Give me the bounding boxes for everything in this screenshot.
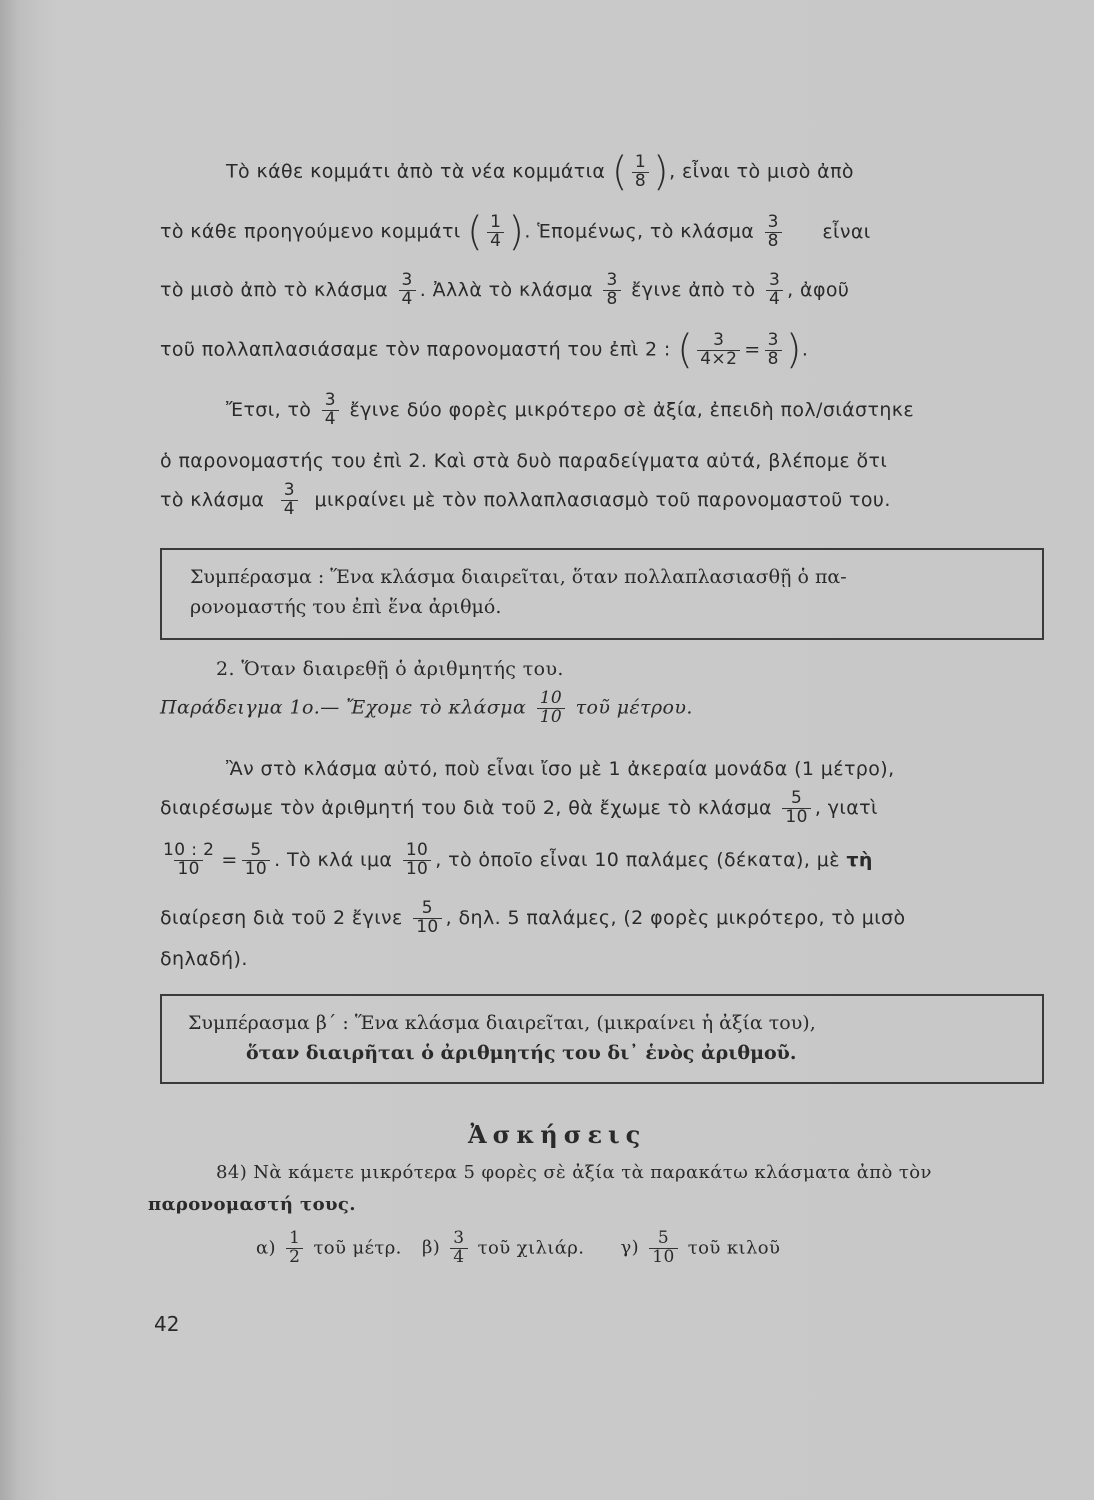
numerator: 3 xyxy=(453,1228,465,1248)
conclusion-box xyxy=(160,548,1044,640)
numerator: 3 xyxy=(767,211,779,232)
conclusion-line: ρονομαστής του ἐπὶ ἕνα ἀριθμό. xyxy=(190,596,502,618)
conclusion-line: ὅταν διαιρῆται ὁ ἀριθμητής του δι᾽ ἑνὸς ἀριθμοῦ. xyxy=(246,1042,797,1064)
denominator: 4 xyxy=(766,290,783,309)
text: , δηλ. 5 παλάμες, (2 φορὲς μικρότερο, τὸ μισὸ xyxy=(445,906,906,929)
text-line xyxy=(160,842,873,879)
numerator: 3 xyxy=(606,270,618,290)
text: = xyxy=(744,338,761,361)
fraction xyxy=(450,1230,467,1267)
text: ἔγινε ἀπὸ τὸ xyxy=(631,278,756,301)
text: εἶναι xyxy=(822,220,871,243)
paren: ) xyxy=(653,149,670,195)
numerator: 1 xyxy=(634,151,647,172)
fraction xyxy=(632,151,649,191)
denominator: 4×2 xyxy=(697,350,740,369)
section-title: 2. Ὅταν διαιρεθῇ ὁ ἀριθμητής του. xyxy=(216,658,564,680)
exercise-line: 84) Νὰ κάμετε μικρότερα 5 φορὲς σὲ ἀξία τὰ παρακάτω κλάσματα ἀπὸ τὸν xyxy=(216,1162,932,1183)
denominator: 8 xyxy=(765,232,782,251)
denominator: 10 xyxy=(649,1248,677,1267)
text: Ἔτσι, τὸ xyxy=(226,398,312,421)
text-line xyxy=(226,149,854,195)
denominator: 4 xyxy=(281,500,298,519)
denominator: 4 xyxy=(322,410,339,429)
exercise-items xyxy=(256,1230,780,1267)
fraction xyxy=(399,272,416,309)
denominator: 10 xyxy=(782,808,810,827)
item-label: β) xyxy=(421,1237,441,1259)
denominator: 10 xyxy=(413,918,441,937)
conclusion-line: Συμπέρασμα β΄ : Ἕνα κλάσμα διαιρεῖται, (μικραίνει ἡ ἀξία του), xyxy=(188,1012,816,1034)
numerator: 5 xyxy=(421,898,434,918)
text: τὸ κλάσμα xyxy=(160,488,265,511)
text: , ἀφοῦ xyxy=(787,278,850,301)
numerator: 10 : 2 xyxy=(163,840,215,860)
fraction xyxy=(403,842,431,879)
denominator: 10 xyxy=(537,708,565,727)
text: τὸ κάθε προηγούμενο κομμάτι xyxy=(160,220,461,243)
fraction xyxy=(242,842,270,879)
fraction xyxy=(281,482,298,519)
text: τὴ xyxy=(846,848,873,871)
paren: ( xyxy=(677,327,694,373)
denominator: 2 xyxy=(286,1248,303,1267)
page-number: 42 xyxy=(154,1312,180,1336)
fraction xyxy=(765,329,782,369)
numerator: 3 xyxy=(768,270,781,290)
text-line xyxy=(160,272,849,309)
numerator: 3 xyxy=(283,480,295,500)
fraction xyxy=(160,842,217,879)
text-line xyxy=(226,392,914,429)
fraction xyxy=(487,211,504,251)
paren: ) xyxy=(785,327,802,373)
text-line xyxy=(160,900,906,937)
text: τοῦ μέτρου. xyxy=(575,696,693,719)
text: . Ἑπομένως, τὸ κλάσμα xyxy=(524,220,755,243)
conclusion-box xyxy=(160,994,1044,1084)
example-line xyxy=(160,690,693,727)
text: Τὸ κάθε κομμάτι ἀπὸ τὰ νέα κομμάτια xyxy=(226,160,606,183)
numerator: 1 xyxy=(490,211,502,232)
text: = xyxy=(221,848,238,871)
denominator: 4 xyxy=(450,1248,467,1267)
denominator: 4 xyxy=(399,290,416,309)
numerator: 1 xyxy=(289,1228,301,1248)
text-line xyxy=(160,209,871,255)
text: διαιρέσωμε τὸν ἀριθμητή του διὰ τοῦ 2, θὰ ἔχωμε τὸ κλάσμα xyxy=(160,796,772,819)
text: . xyxy=(801,338,809,361)
denominator: 10 xyxy=(242,860,270,879)
text: τοῦ κιλοῦ xyxy=(687,1237,781,1259)
numerator: 3 xyxy=(401,270,413,290)
item-label: α) xyxy=(256,1237,276,1259)
denominator: 8 xyxy=(603,290,620,309)
exercise-line: παρονομαστή τους. xyxy=(148,1194,356,1215)
fraction xyxy=(765,211,782,251)
fraction xyxy=(286,1230,303,1267)
text: . Ἀλλὰ τὸ κλάσμα xyxy=(419,278,594,301)
numerator: 3 xyxy=(324,390,336,410)
fraction xyxy=(322,392,339,429)
numerator: 10 xyxy=(539,688,563,708)
numerator: 5 xyxy=(657,1228,670,1248)
text: τοῦ πολλαπλασιάσαμε τὸν παρονομαστή του ἐπὶ 2 : xyxy=(160,338,671,361)
paren: ( xyxy=(611,149,628,195)
text: τοῦ μέτρ. xyxy=(313,1237,402,1259)
numerator: 3 xyxy=(713,329,725,350)
denominator: 4 xyxy=(487,232,504,251)
fraction xyxy=(603,272,620,309)
denominator: 10 xyxy=(403,860,431,879)
paren: ) xyxy=(508,209,525,255)
text: τὸ μισὸ ἀπὸ τὸ κλάσμα xyxy=(160,278,389,301)
denominator: 8 xyxy=(632,172,649,191)
conclusion-line: Συμπέρασμα : Ἕνα κλάσμα διαιρεῖται, ὅταν πολλαπλασιασθῇ ὁ πα- xyxy=(190,566,847,588)
fraction xyxy=(413,900,441,937)
fraction xyxy=(782,790,810,827)
numerator: 3 xyxy=(767,329,779,350)
fraction xyxy=(537,690,565,727)
numerator: 5 xyxy=(250,840,262,860)
text-line xyxy=(160,790,878,827)
paren: ( xyxy=(467,209,484,255)
denominator: 10 xyxy=(174,860,202,879)
text: , εἶναι τὸ μισὸ ἀπὸ xyxy=(669,160,854,183)
fraction xyxy=(697,329,740,369)
fraction xyxy=(649,1230,677,1267)
exercises-heading: Ἀσκήσεις xyxy=(468,1120,647,1149)
text: , γιατὶ xyxy=(814,796,878,819)
text-line xyxy=(160,482,891,519)
numerator: 10 xyxy=(405,840,429,860)
text-line: ὁ παρονομαστής του ἐπὶ 2. Καὶ στὰ δυὸ παραδείγματα αὐτά, βλέπομε ὅτι xyxy=(160,450,888,472)
text-line xyxy=(160,327,809,373)
text: ἔγινε δύο φορὲς μικρότερο σὲ ἀξία, ἐπειδὴ πολ/σιάστηκε xyxy=(349,398,915,421)
fraction xyxy=(766,272,783,309)
item-label: γ) xyxy=(620,1237,640,1259)
text: . Τὸ κλά ιμα xyxy=(274,848,393,871)
text-line: Ἂν στὸ κλάσμα αὐτό, ποὺ εἶναι ἴσο μὲ 1 ἀκεραία μονάδα (1 μέτρο), xyxy=(226,758,895,780)
text: διαίρεση διὰ τοῦ 2 ἔγινε xyxy=(160,906,403,929)
text-line: δηλαδή). xyxy=(160,948,248,970)
text: μικραίνει μὲ τὸν πολλαπλασιασμὸ τοῦ παρονομαστοῦ του. xyxy=(314,488,891,511)
numerator: 5 xyxy=(791,788,803,808)
text: Παράδειγμα 1ο.— Ἔχομε τὸ κλάσμα xyxy=(160,696,527,719)
denominator: 8 xyxy=(765,350,782,369)
text: , τὸ ὁποῖο εἶναι 10 παλάμες (δέκατα), μὲ xyxy=(435,848,840,871)
text: τοῦ χιλιάρ. xyxy=(477,1237,585,1259)
